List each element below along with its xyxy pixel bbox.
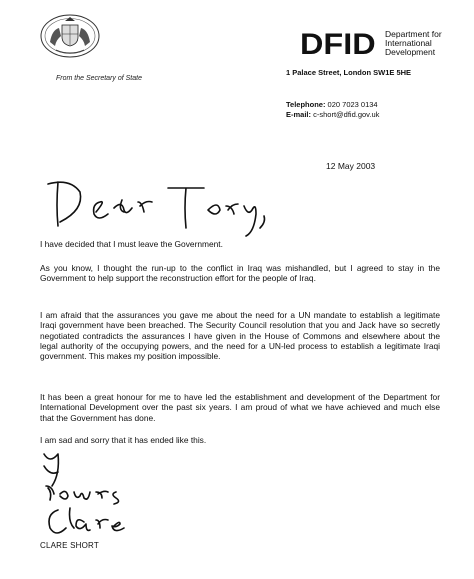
paragraph: I am afraid that the assurances you gave me about the need for a UN mandate to establish a legitimate Iraqi government have been breached. The Security Council resolution that you and Jack have so secretly negotiated contradicts the assurances I have given in the House of Commons and elsewhere about the legal authority of the occupying powers, and the need for a UN-led process to establish a legitimate Iraqi government. This makes my position impossible. — [40, 310, 440, 362]
office-address: 1 Palace Street, London SW1E 5HE — [286, 68, 412, 77]
from-secretary-of-state: From the Secretary of State — [56, 75, 142, 82]
paragraph: It has been a great honour for me to have led the establishment and development of the Department for International Development over the past six years. I am proud of what we have achieved and much else that the Government has done. — [40, 392, 440, 423]
email-label: E-mail: — [286, 110, 312, 119]
signer-name: CLARE SHORT — [40, 541, 99, 550]
dfid-logo: DFID — [300, 28, 376, 61]
handwritten-signature — [38, 440, 158, 550]
department-line: International — [385, 38, 432, 48]
department-line: Development — [385, 47, 436, 57]
department-name — [385, 30, 442, 57]
paragraph: I have decided that I must leave the Government. — [40, 239, 223, 249]
handwritten-salutation — [40, 170, 290, 240]
royal-coat-of-arms-icon — [38, 12, 102, 62]
department-line: Department for — [385, 29, 442, 39]
letter-date: 12 May 2003 — [326, 161, 376, 171]
paragraph: I am sad and sorry that it has ended like this. — [40, 435, 207, 445]
paragraph: As you know, I thought the run-up to the conflict in Iraq was mishandled, but I agreed to stay in the Government to help support the reconstruction effort for the people of Iraq. — [40, 263, 440, 284]
telephone-label: Telephone: — [286, 100, 326, 109]
email-address: c-short@dfid.gov.uk — [313, 110, 380, 119]
telephone-number: 020 7023 0134 — [327, 100, 378, 109]
contact-block — [286, 100, 379, 120]
